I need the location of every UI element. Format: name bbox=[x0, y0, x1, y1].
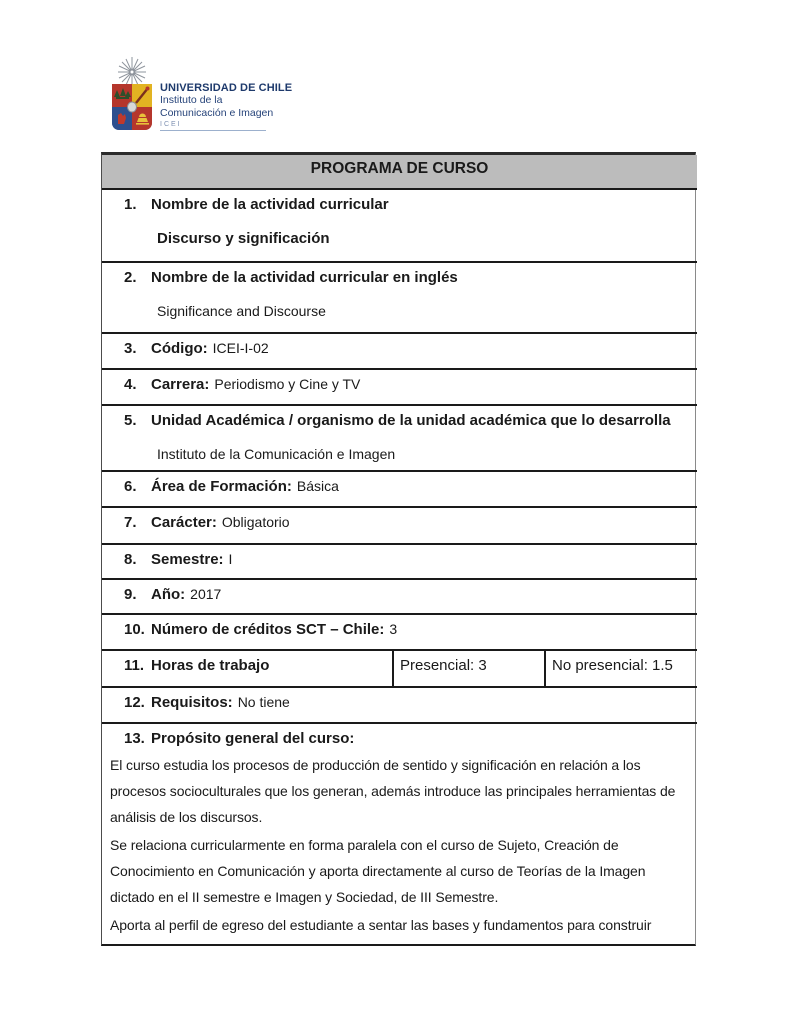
row-number: 11. bbox=[124, 657, 145, 674]
purpose-paragraph-3: Aporta al perfil de egreso del estudiante a sentar las bases y fundamentos para construir bbox=[110, 917, 652, 933]
row-value: Periodismo y Cine y TV bbox=[214, 376, 361, 392]
row-number: 5. bbox=[124, 412, 137, 429]
table-title: PROGRAMA DE CURSO bbox=[102, 155, 697, 189]
row-value: Discurso y significación bbox=[157, 230, 330, 247]
row-number: 12. bbox=[124, 694, 145, 711]
row-general-purpose bbox=[102, 723, 697, 944]
university-logo bbox=[112, 56, 292, 132]
row-year bbox=[102, 579, 697, 614]
crest-shield-icon bbox=[112, 84, 152, 130]
row-label: Carrera: bbox=[151, 376, 210, 393]
row-value: 2017 bbox=[190, 586, 222, 602]
row-value: Obligatorio bbox=[221, 514, 290, 530]
row-semester bbox=[102, 544, 697, 579]
row-label: Horas de trabajo bbox=[151, 657, 270, 674]
row-label: Carácter: bbox=[151, 514, 217, 531]
logo-acronym: ICEI bbox=[160, 121, 182, 128]
row-label: Código: bbox=[151, 340, 208, 357]
row-label: Nombre de la actividad curricular en inglés bbox=[151, 269, 458, 286]
row-value: Básica bbox=[296, 478, 339, 494]
course-program-table bbox=[101, 152, 696, 946]
table-header-row bbox=[102, 155, 697, 189]
row-number: 2. bbox=[124, 269, 137, 286]
row-formation-area bbox=[102, 471, 697, 507]
row-value: 3 bbox=[389, 621, 398, 637]
row-sct-credits bbox=[102, 614, 697, 650]
row-number: 10. bbox=[124, 621, 145, 638]
row-value: Instituto de la Comunicación e Imagen bbox=[157, 446, 396, 462]
row-number: 8. bbox=[124, 551, 137, 568]
presencial-value: Presencial: 3 bbox=[400, 657, 487, 674]
row-label: Nombre de la actividad curricular bbox=[151, 196, 389, 213]
row-value: No tiene bbox=[237, 694, 290, 710]
row-character bbox=[102, 507, 697, 544]
row-degree-program bbox=[102, 369, 697, 405]
row-number: 3. bbox=[124, 340, 137, 357]
row-number: 4. bbox=[124, 376, 137, 393]
work-hours-no-presencial-cell bbox=[545, 650, 697, 687]
row-course-name-english bbox=[102, 262, 697, 333]
row-academic-unit bbox=[102, 405, 697, 471]
no-presencial-value: No presencial: 1.5 bbox=[552, 657, 673, 674]
logo-institute-line1: Instituto de la bbox=[160, 94, 223, 106]
row-code bbox=[102, 333, 697, 369]
row-label: Año: bbox=[151, 586, 186, 603]
logo-institute-line2: Comunicación e Imagen bbox=[160, 106, 274, 119]
row-label: Unidad Académica / organismo de la unidad académica que lo desarrolla bbox=[151, 412, 671, 429]
row-number: 7. bbox=[124, 514, 137, 531]
row-label: Semestre: bbox=[151, 551, 224, 568]
work-hours-presencial-cell bbox=[393, 650, 545, 687]
logo-text-block bbox=[160, 56, 292, 132]
purpose-paragraph-1: El curso estudia los procesos de producción de sentido y significación en relación a los procesos socioculturales que los generan, además introduce las principales herramientas de análisis de los discursos. bbox=[110, 757, 676, 825]
work-hours-label-cell bbox=[102, 650, 393, 687]
row-number: 13. bbox=[124, 730, 145, 747]
row-number: 6. bbox=[124, 478, 137, 495]
logo-university-name: UNIVERSIDAD DE CHILE bbox=[160, 82, 293, 94]
row-requirements bbox=[102, 687, 697, 723]
row-number: 9. bbox=[124, 586, 137, 603]
row-label: Requisitos: bbox=[151, 694, 233, 711]
row-number: 1. bbox=[124, 196, 137, 213]
purpose-paragraph-2: Se relaciona curricularmente en forma paralela con el curso de Sujeto, Creación de Conocimiento en Comunicación y aporta directamente al curso de Teorías de la Imagen dictado en el II semestre e Imagen y Sociedad, de III Semestre. bbox=[110, 837, 646, 905]
university-crest-icon bbox=[112, 56, 154, 132]
row-label: Propósito general del curso: bbox=[151, 730, 355, 747]
row-label: Número de créditos SCT – Chile: bbox=[151, 621, 385, 638]
row-value: I bbox=[228, 551, 233, 567]
row-value: ICEI-I-02 bbox=[212, 340, 269, 356]
row-label: Área de Formación: bbox=[151, 478, 292, 495]
logo-underline bbox=[160, 130, 266, 131]
row-value: Significance and Discourse bbox=[157, 303, 326, 319]
row-course-name bbox=[102, 189, 697, 262]
row-work-hours bbox=[102, 650, 697, 687]
